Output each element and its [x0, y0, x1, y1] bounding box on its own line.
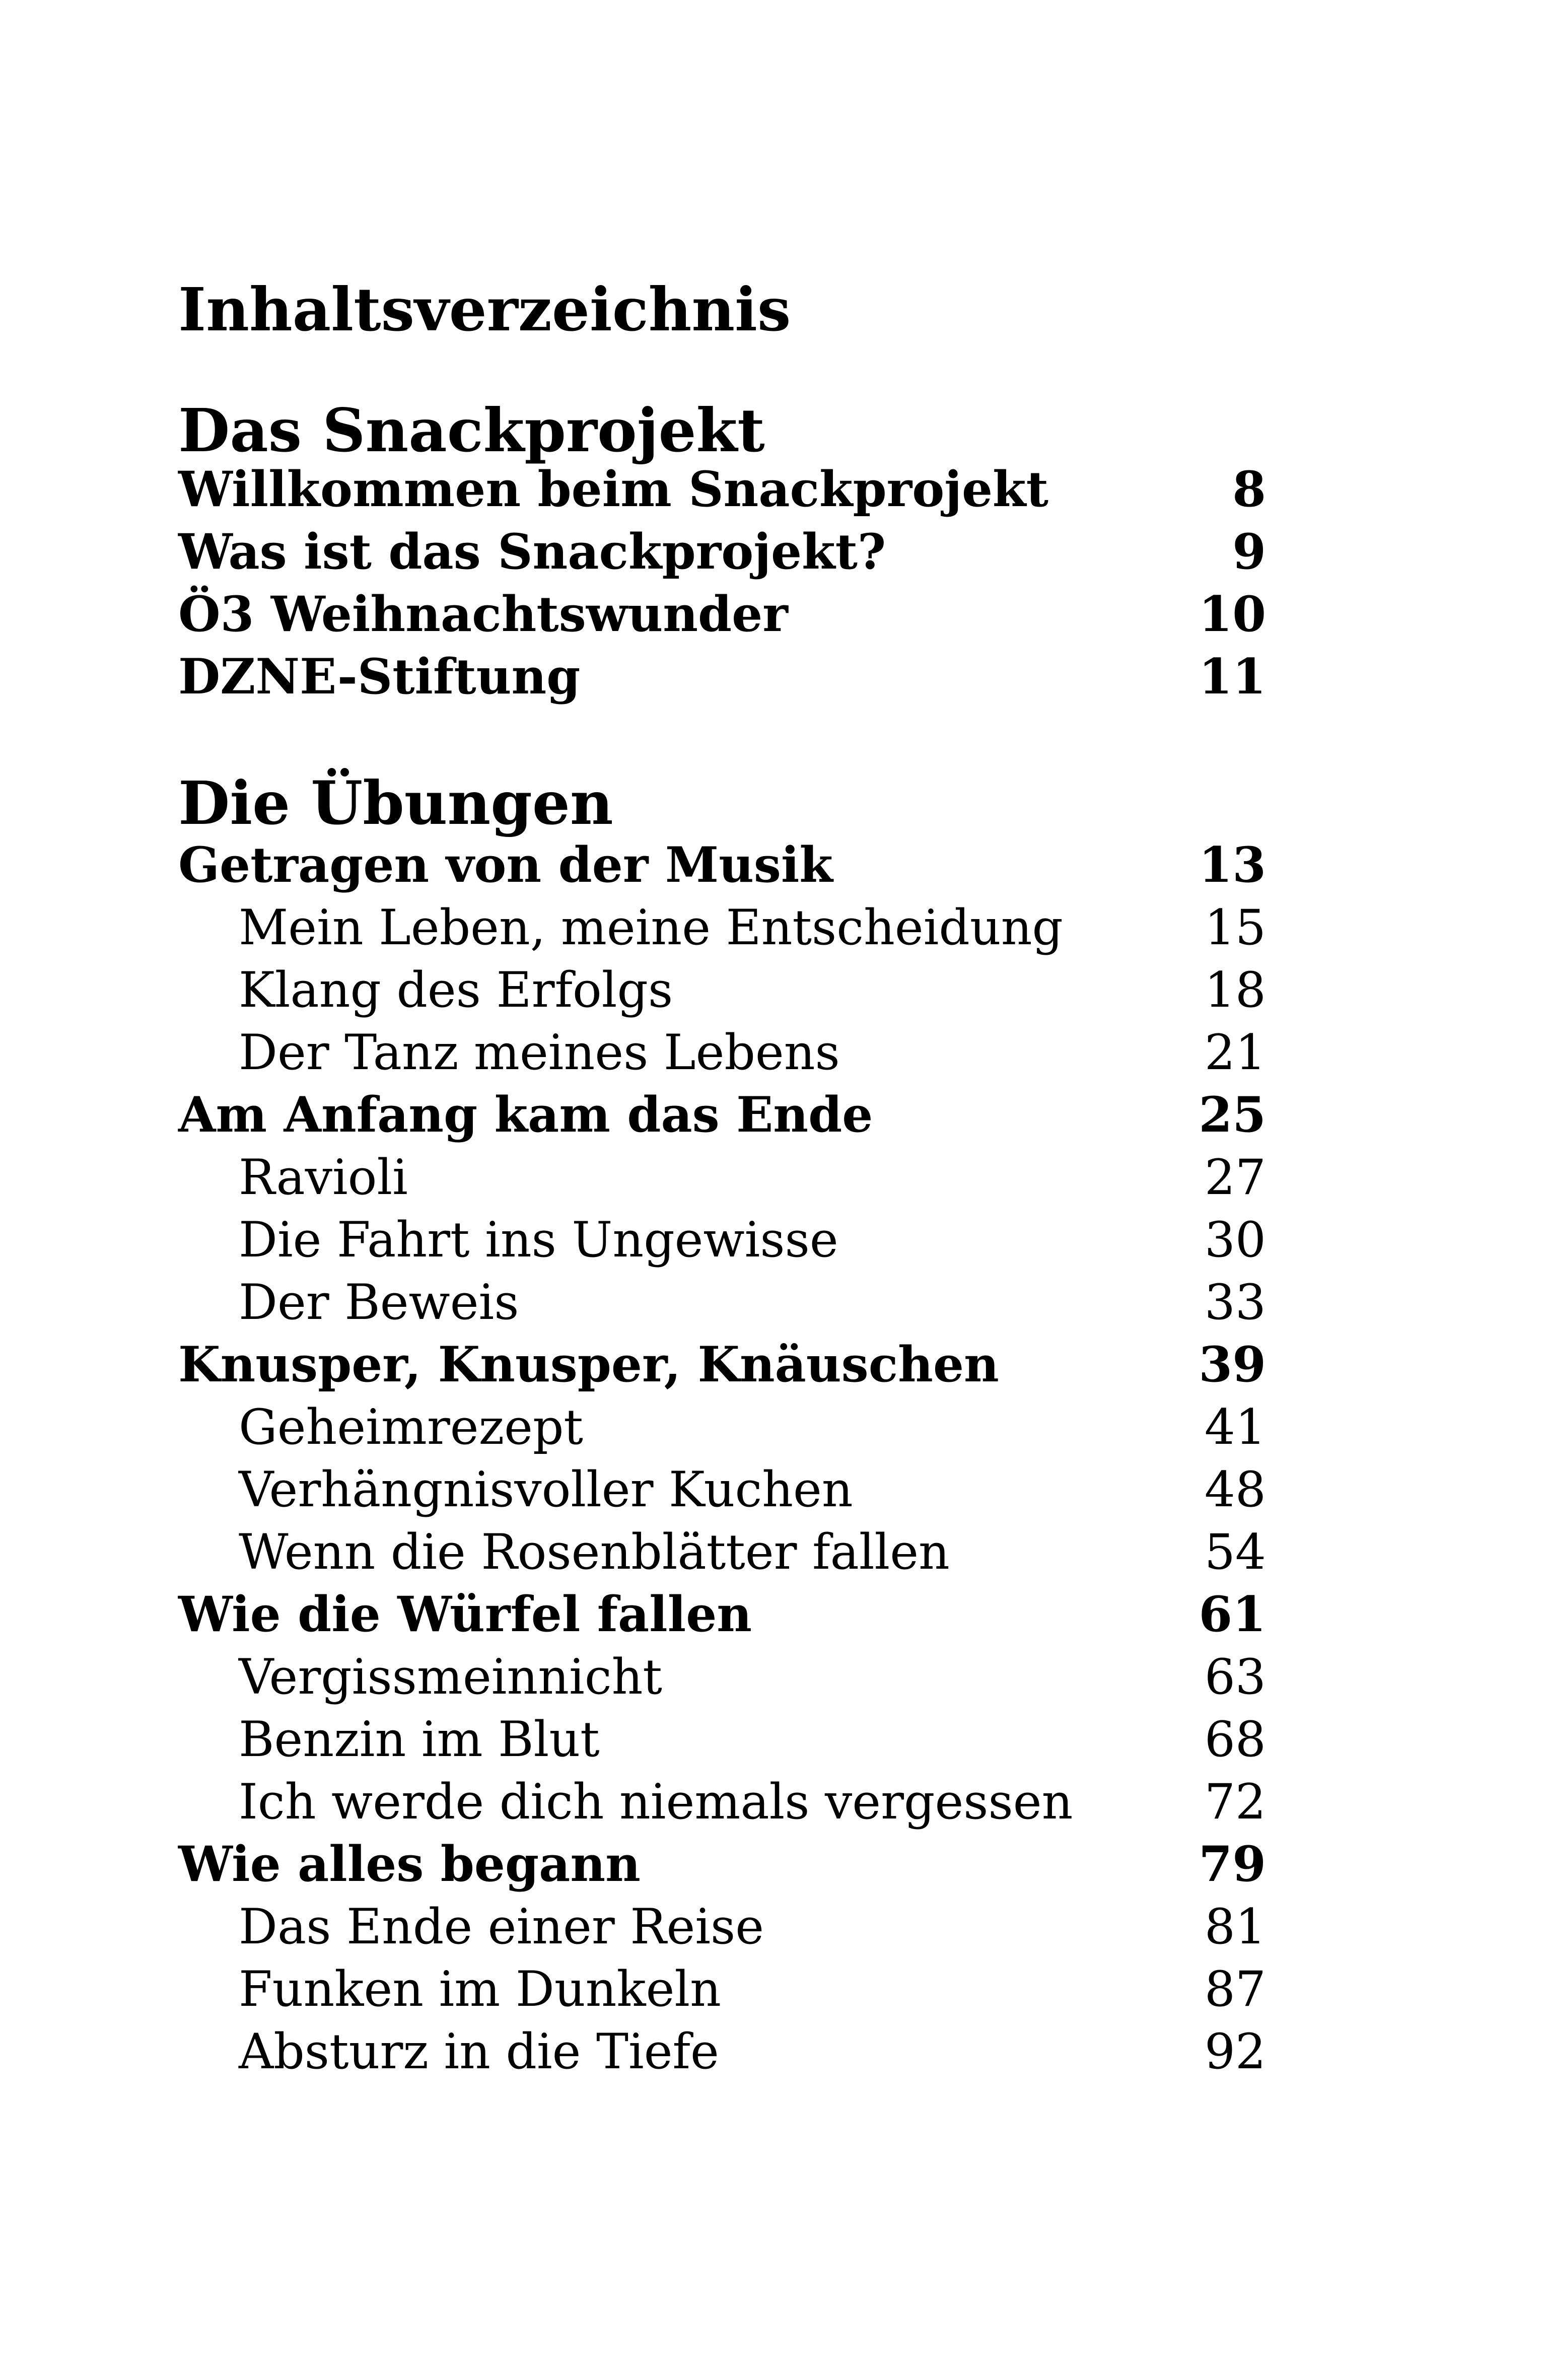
toc-entry-label: Der Tanz meines Lebens — [239, 1024, 840, 1081]
toc-entry-label: Ravioli — [239, 1149, 408, 1206]
toc-entry-page: 33 — [1204, 1274, 1266, 1331]
toc-entry-label: Mein Leben, meine Entscheidung — [239, 899, 1063, 956]
toc-entry-page: 41 — [1204, 1399, 1266, 1455]
toc-entry[interactable] — [178, 521, 1266, 583]
toc-entry-page: 13 — [1199, 836, 1266, 893]
toc-page — [178, 0, 1266, 2380]
toc-entry-page: 11 — [1199, 648, 1266, 705]
toc-entry-label: Ö3 Weihnachtswunder — [178, 586, 788, 643]
toc-entry-page: 92 — [1204, 2023, 1266, 2080]
toc-entry-page: 21 — [1204, 1024, 1266, 1081]
toc-entry[interactable] — [178, 1583, 1266, 1646]
toc-entry-label: Wie die Würfel fallen — [178, 1586, 752, 1643]
toc-entry-label: Vergissmeinnicht — [239, 1649, 662, 1705]
toc-entry-label: Knusper, Knusper, Knäuschen — [178, 1336, 999, 1393]
toc-entry-label: Willkommen beim Snackprojekt — [178, 461, 1048, 518]
toc-entry-page: 18 — [1204, 962, 1266, 1018]
toc-entry-label: Was ist das Snackprojekt? — [178, 523, 886, 580]
toc-subentry[interactable] — [178, 1896, 1266, 1958]
toc-entry-label: Benzin im Blut — [239, 1711, 600, 1768]
toc-entry-label: Wie alles begann — [178, 1836, 641, 1893]
toc-entry-label: Der Beweis — [239, 1274, 519, 1331]
toc-subentry[interactable] — [178, 2020, 1266, 2083]
toc-entry-page: 61 — [1199, 1586, 1266, 1643]
toc-entry[interactable] — [178, 646, 1266, 708]
toc-entry-page: 79 — [1199, 1836, 1266, 1893]
toc-subentry[interactable] — [178, 1209, 1266, 1271]
toc-subentry[interactable] — [178, 1146, 1266, 1209]
toc-subentry[interactable] — [178, 959, 1266, 1021]
toc-entry-page: 25 — [1199, 1086, 1266, 1143]
toc-entry-page: 27 — [1204, 1149, 1266, 1206]
toc-title: Inhaltsverzeichnis — [178, 274, 791, 344]
toc-subentry[interactable] — [178, 1708, 1266, 1771]
toc-entry-page: 87 — [1204, 1961, 1266, 2017]
section-heading: Das Snackprojekt — [178, 395, 765, 465]
toc-subentry[interactable] — [178, 1458, 1266, 1521]
toc-entry-label: Die Fahrt ins Ungewisse — [239, 1212, 838, 1268]
toc-entry-label: Wenn die Rosenblätter fallen — [239, 1524, 950, 1580]
toc-entry[interactable] — [178, 458, 1266, 521]
toc-subentry[interactable] — [178, 1271, 1266, 1334]
toc-entry-label: Am Anfang kam das Ende — [178, 1086, 873, 1143]
toc-entry-page: 15 — [1204, 899, 1266, 956]
toc-entry-label: Verhängnisvoller Kuchen — [239, 1461, 853, 1518]
toc-entry-page: 8 — [1232, 461, 1266, 518]
toc-entry-label: DZNE-Stiftung — [178, 648, 581, 705]
toc-subentry[interactable] — [178, 1521, 1266, 1583]
toc-entry-page: 10 — [1199, 586, 1266, 643]
toc-entry-label: Ich werde dich niemals vergessen — [239, 1774, 1073, 1830]
toc-entry-label: Getragen von der Musik — [178, 836, 833, 893]
toc-subentry[interactable] — [178, 896, 1266, 959]
toc-entry-page: 54 — [1204, 1524, 1266, 1580]
toc-entry-label: Das Ende einer Reise — [239, 1899, 764, 1955]
toc-entry-page: 63 — [1204, 1649, 1266, 1705]
toc-entry[interactable] — [178, 1084, 1266, 1146]
toc-entry-page: 48 — [1204, 1461, 1266, 1518]
toc-entry[interactable] — [178, 834, 1266, 896]
toc-entry-page: 9 — [1232, 523, 1266, 580]
toc-entry-page: 81 — [1204, 1899, 1266, 1955]
section-heading: Die Übungen — [178, 768, 613, 838]
toc-entry-label: Geheimrezept — [239, 1399, 583, 1455]
toc-entry-page: 39 — [1199, 1336, 1266, 1393]
toc-entry[interactable] — [178, 583, 1266, 646]
toc-entry-page: 30 — [1204, 1212, 1266, 1268]
toc-entry-label: Absturz in die Tiefe — [239, 2023, 719, 2080]
toc-subentry[interactable] — [178, 1021, 1266, 1084]
toc-entry-page: 72 — [1204, 1774, 1266, 1830]
toc-entry[interactable] — [178, 1334, 1266, 1396]
toc-entry[interactable] — [178, 1833, 1266, 1896]
toc-entry-label: Funken im Dunkeln — [239, 1961, 721, 2017]
toc-entry-page: 68 — [1204, 1711, 1266, 1768]
toc-subentry[interactable] — [178, 1771, 1266, 1833]
toc-subentry[interactable] — [178, 1958, 1266, 2020]
toc-entry-label: Klang des Erfolgs — [239, 962, 673, 1018]
toc-subentry[interactable] — [178, 1396, 1266, 1458]
toc-subentry[interactable] — [178, 1646, 1266, 1708]
